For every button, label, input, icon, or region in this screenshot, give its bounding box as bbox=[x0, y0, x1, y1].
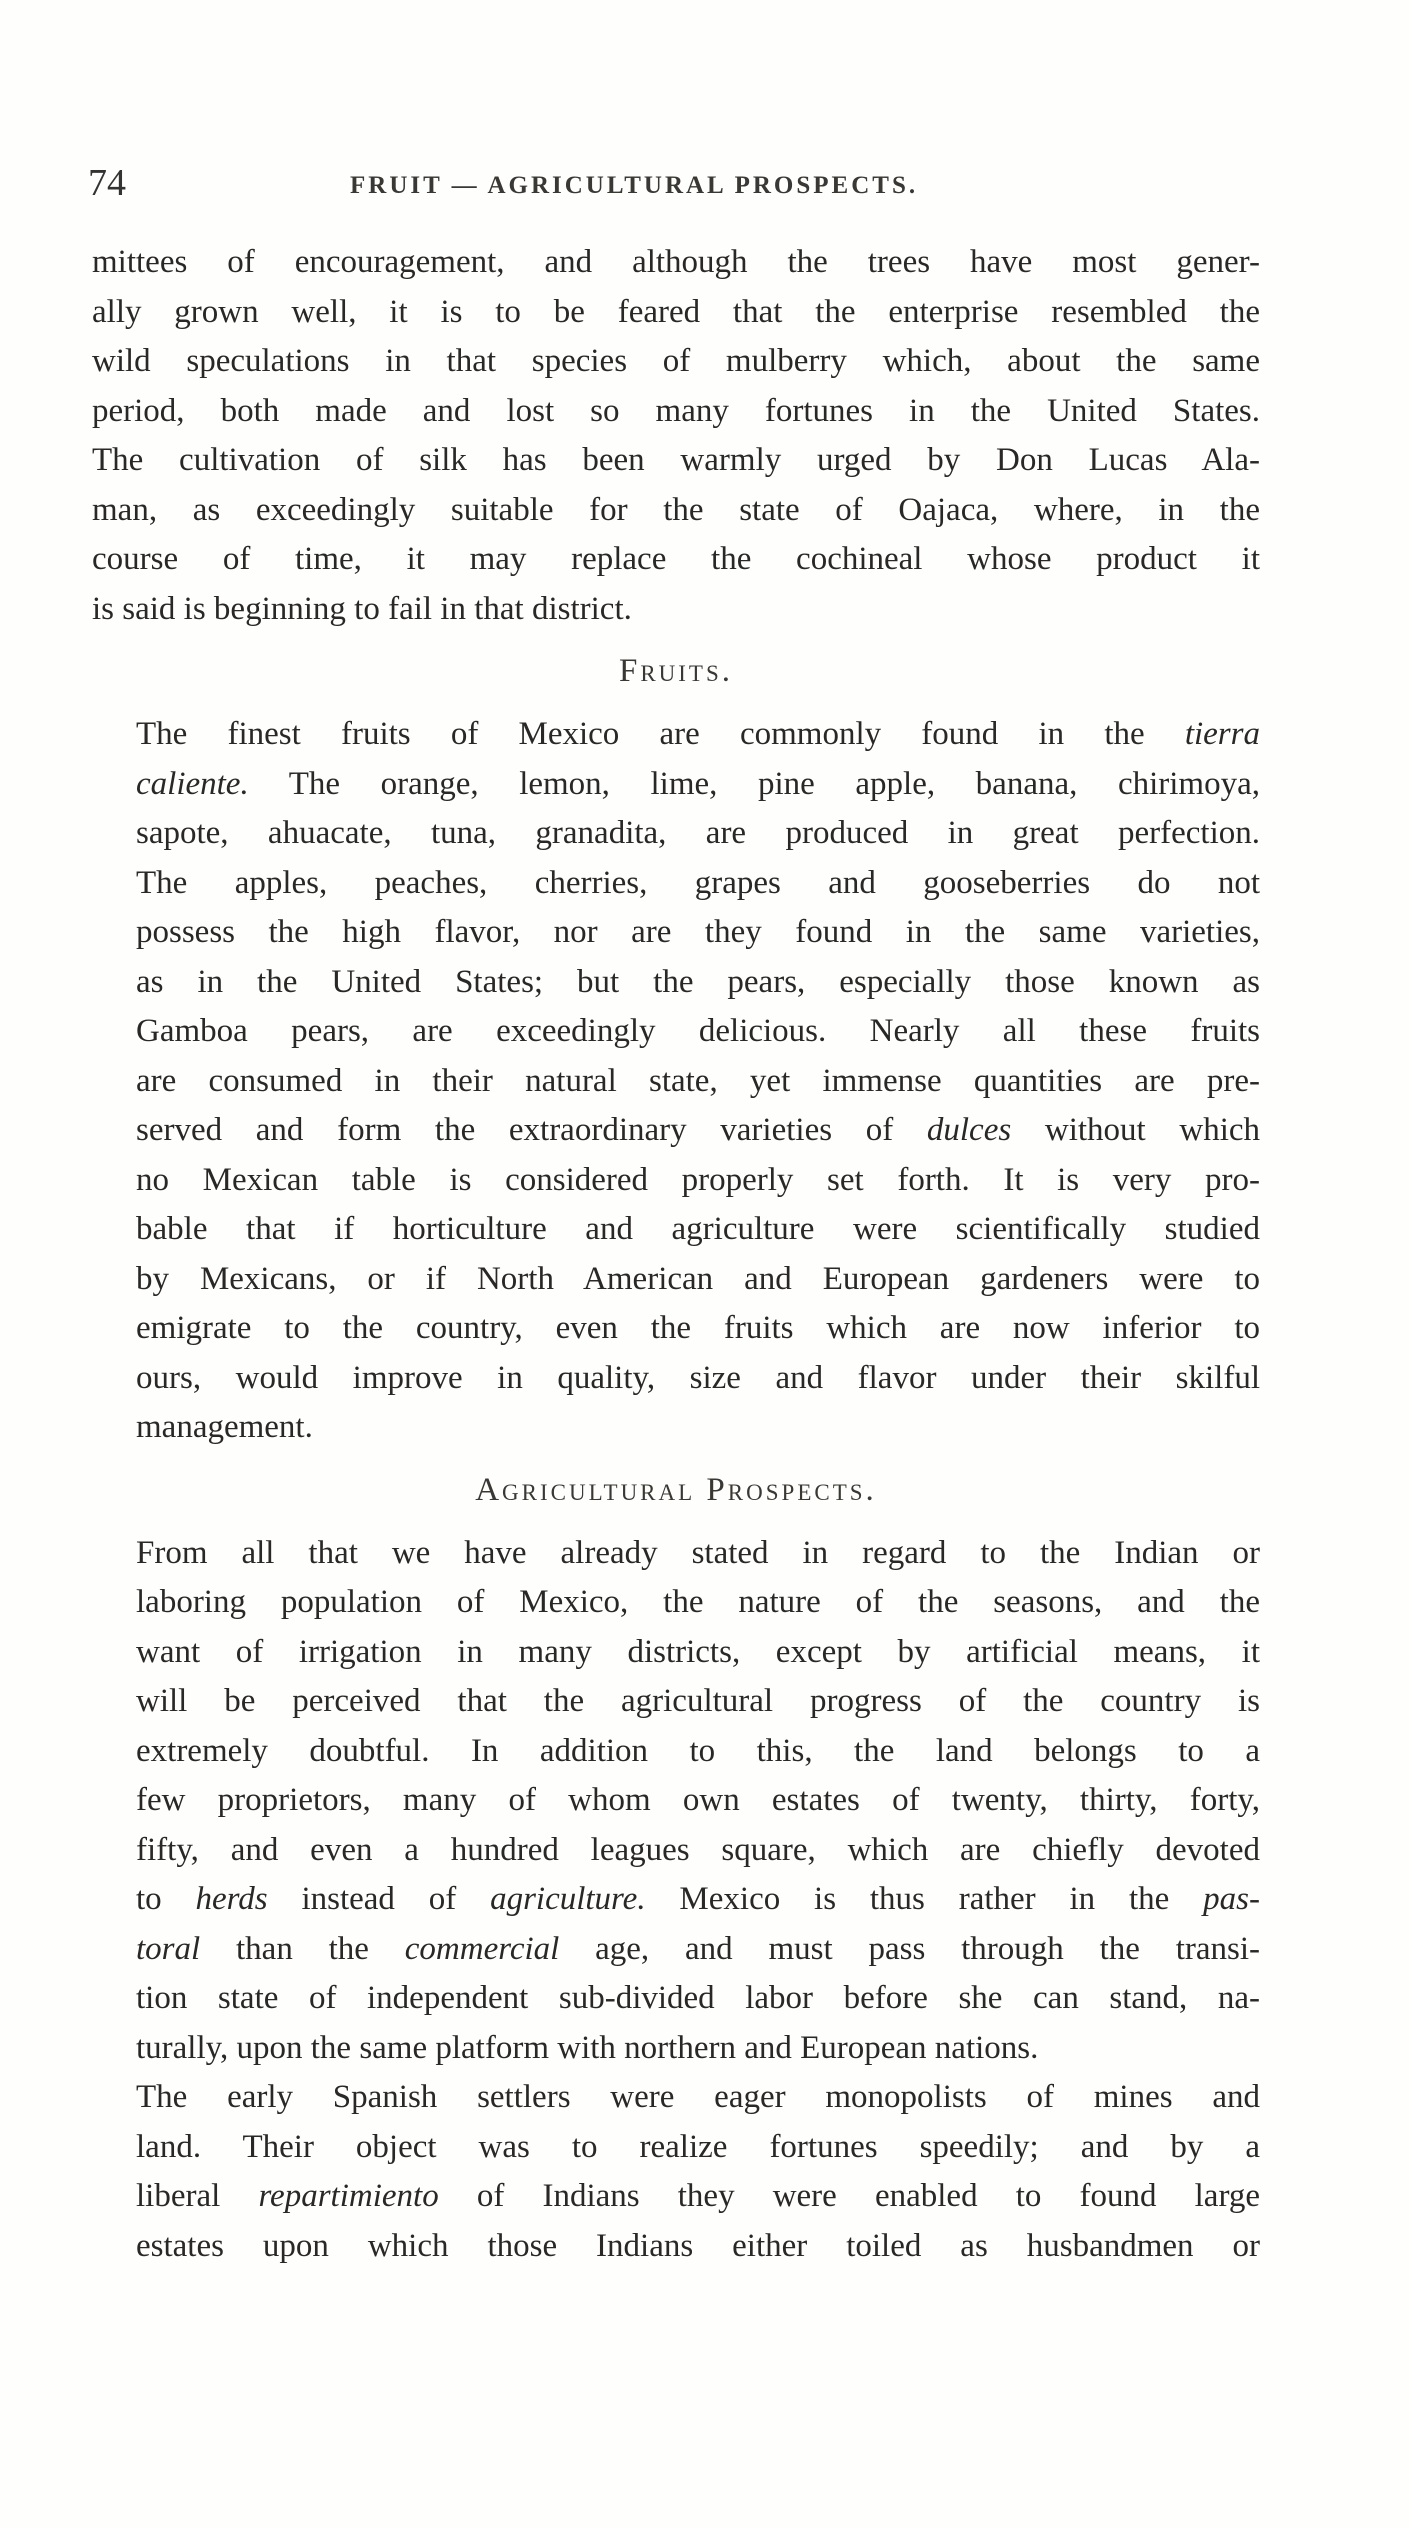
text-run: instead of bbox=[267, 1881, 491, 1917]
italic-term: herds bbox=[195, 1881, 268, 1917]
text-line bbox=[92, 2172, 1260, 2222]
text-line: Gamboa pears, are exceedingly delicious. Nearly all these fruits bbox=[136, 1013, 1260, 1049]
text-run: to bbox=[136, 1881, 196, 1917]
text-run: of Indians they were enabled to found large bbox=[438, 2178, 1260, 2214]
text-run: age, and must pass through the transi- bbox=[559, 1930, 1260, 1967]
text-line: management. bbox=[136, 1409, 313, 1445]
text-line: no Mexican table is considered properly set forth. It is very pro- bbox=[136, 1161, 1260, 1198]
text-line bbox=[92, 1106, 1260, 1156]
running-head bbox=[88, 158, 1248, 208]
section-heading-fruits: Fruits. bbox=[618, 653, 734, 689]
text-line: by Mexicans, or if North American and European gardeners were to bbox=[136, 1260, 1260, 1297]
text-line: mittees of encouragement, and although the trees have most gener- bbox=[92, 244, 1260, 280]
text-run: than the bbox=[200, 1930, 405, 1967]
text-line bbox=[92, 760, 1260, 810]
text-line: The early Spanish settlers were eager monopolists of mines and bbox=[136, 2079, 1260, 2115]
italic-term: caliente. bbox=[136, 765, 249, 802]
text-line: tion state of independent sub-divided labor before she can stand, na- bbox=[136, 1980, 1260, 2016]
paragraph-2 bbox=[92, 710, 1260, 1453]
text-line: fifty, and even a hundred leagues square, which are chiefly devoted bbox=[136, 1831, 1260, 1868]
text-run: Mexico is thus rather in the bbox=[645, 1881, 1204, 1917]
text-line: ally grown well, it is to be feared that the enterprise resembled the bbox=[92, 293, 1260, 330]
page-body bbox=[92, 238, 1260, 2271]
text-line: as in the United States; but the pears, especially those known as bbox=[136, 963, 1260, 1000]
italic-term: repartimiento bbox=[258, 2178, 439, 2214]
italic-term: toral bbox=[136, 1930, 201, 1967]
text-run: liberal bbox=[136, 2178, 259, 2214]
text-line: man, as exceedingly suitable for the state of Oajaca, where, in the bbox=[92, 491, 1260, 528]
text-line: From all that we have already stated in regard to the Indian or bbox=[136, 1534, 1260, 1571]
italic-term: agriculture. bbox=[490, 1881, 646, 1917]
text-line: course of time, it may replace the cochineal whose product it bbox=[92, 541, 1260, 577]
paragraph-1 bbox=[92, 238, 1260, 634]
text-line: estates upon which those Indians either toiled as husbandmen or bbox=[136, 2227, 1260, 2264]
italic-term: dulces bbox=[926, 1112, 1012, 1148]
text-run: served and form the extraordinary varieties of bbox=[136, 1112, 927, 1148]
section-heading-agricultural-prospects: Agricultural Prospects. bbox=[475, 1471, 877, 1508]
paragraph-4 bbox=[92, 2073, 1260, 2271]
text-line: ours, would improve in quality, size and flavor under their skilful bbox=[136, 1359, 1260, 1396]
text-line: emigrate to the country, even the fruits which are now inferior to bbox=[136, 1310, 1260, 1346]
text-line: laboring population of Mexico, the nature of the seasons, and the bbox=[136, 1584, 1260, 1620]
text-line bbox=[92, 1875, 1260, 1925]
text-line: period, both made and lost so many fortunes in the United States. bbox=[92, 392, 1260, 429]
text-line: are consumed in their natural state, yet immense quantities are pre- bbox=[136, 1062, 1260, 1099]
page-number: 74 bbox=[88, 162, 126, 204]
text-line: possess the high flavor, nor are they found in the same varieties, bbox=[136, 914, 1260, 950]
text-run: The finest fruits of Mexico are commonly found in the bbox=[136, 716, 1185, 752]
paragraph-3 bbox=[92, 1529, 1260, 2074]
text-line bbox=[92, 1925, 1260, 1975]
text-line: sapote, ahuacate, tuna, granadita, are produced in great perfection. bbox=[136, 815, 1260, 851]
text-line: wild speculations in that species of mulberry which, about the same bbox=[92, 343, 1260, 379]
text-line: is said is beginning to fail in that district. bbox=[92, 590, 632, 627]
text-line bbox=[92, 710, 1260, 760]
text-line: turally, upon the same platform with northern and European nations. bbox=[136, 2029, 1039, 2066]
text-line: The cultivation of silk has been warmly urged by Don Lucas Ala- bbox=[92, 442, 1260, 478]
running-title: FRUIT — AGRICULTURAL PROSPECTS. bbox=[350, 172, 919, 199]
text-line: bable that if horticulture and agriculture were scientifically studied bbox=[136, 1211, 1260, 1247]
italic-term: tierra bbox=[1184, 716, 1260, 752]
text-run: The orange, lemon, lime, pine apple, banana, chirimoya, bbox=[248, 765, 1260, 802]
text-line: will be perceived that the agricultural progress of the country is bbox=[136, 1683, 1260, 1719]
text-line: few proprietors, many of whom own estates of twenty, thirty, forty, bbox=[136, 1782, 1260, 1818]
text-run: without which bbox=[1011, 1112, 1261, 1148]
italic-term: pas- bbox=[1203, 1881, 1260, 1917]
text-line: extremely doubtful. In addition to this, the land belongs to a bbox=[136, 1732, 1260, 1769]
text-line: The apples, peaches, cherries, grapes and gooseberries do not bbox=[136, 864, 1260, 901]
italic-term: commercial bbox=[404, 1930, 560, 1967]
text-line: land. Their object was to realize fortunes speedily; and by a bbox=[136, 2128, 1260, 2165]
text-line: want of irrigation in many districts, except by artificial means, it bbox=[136, 1633, 1260, 1670]
